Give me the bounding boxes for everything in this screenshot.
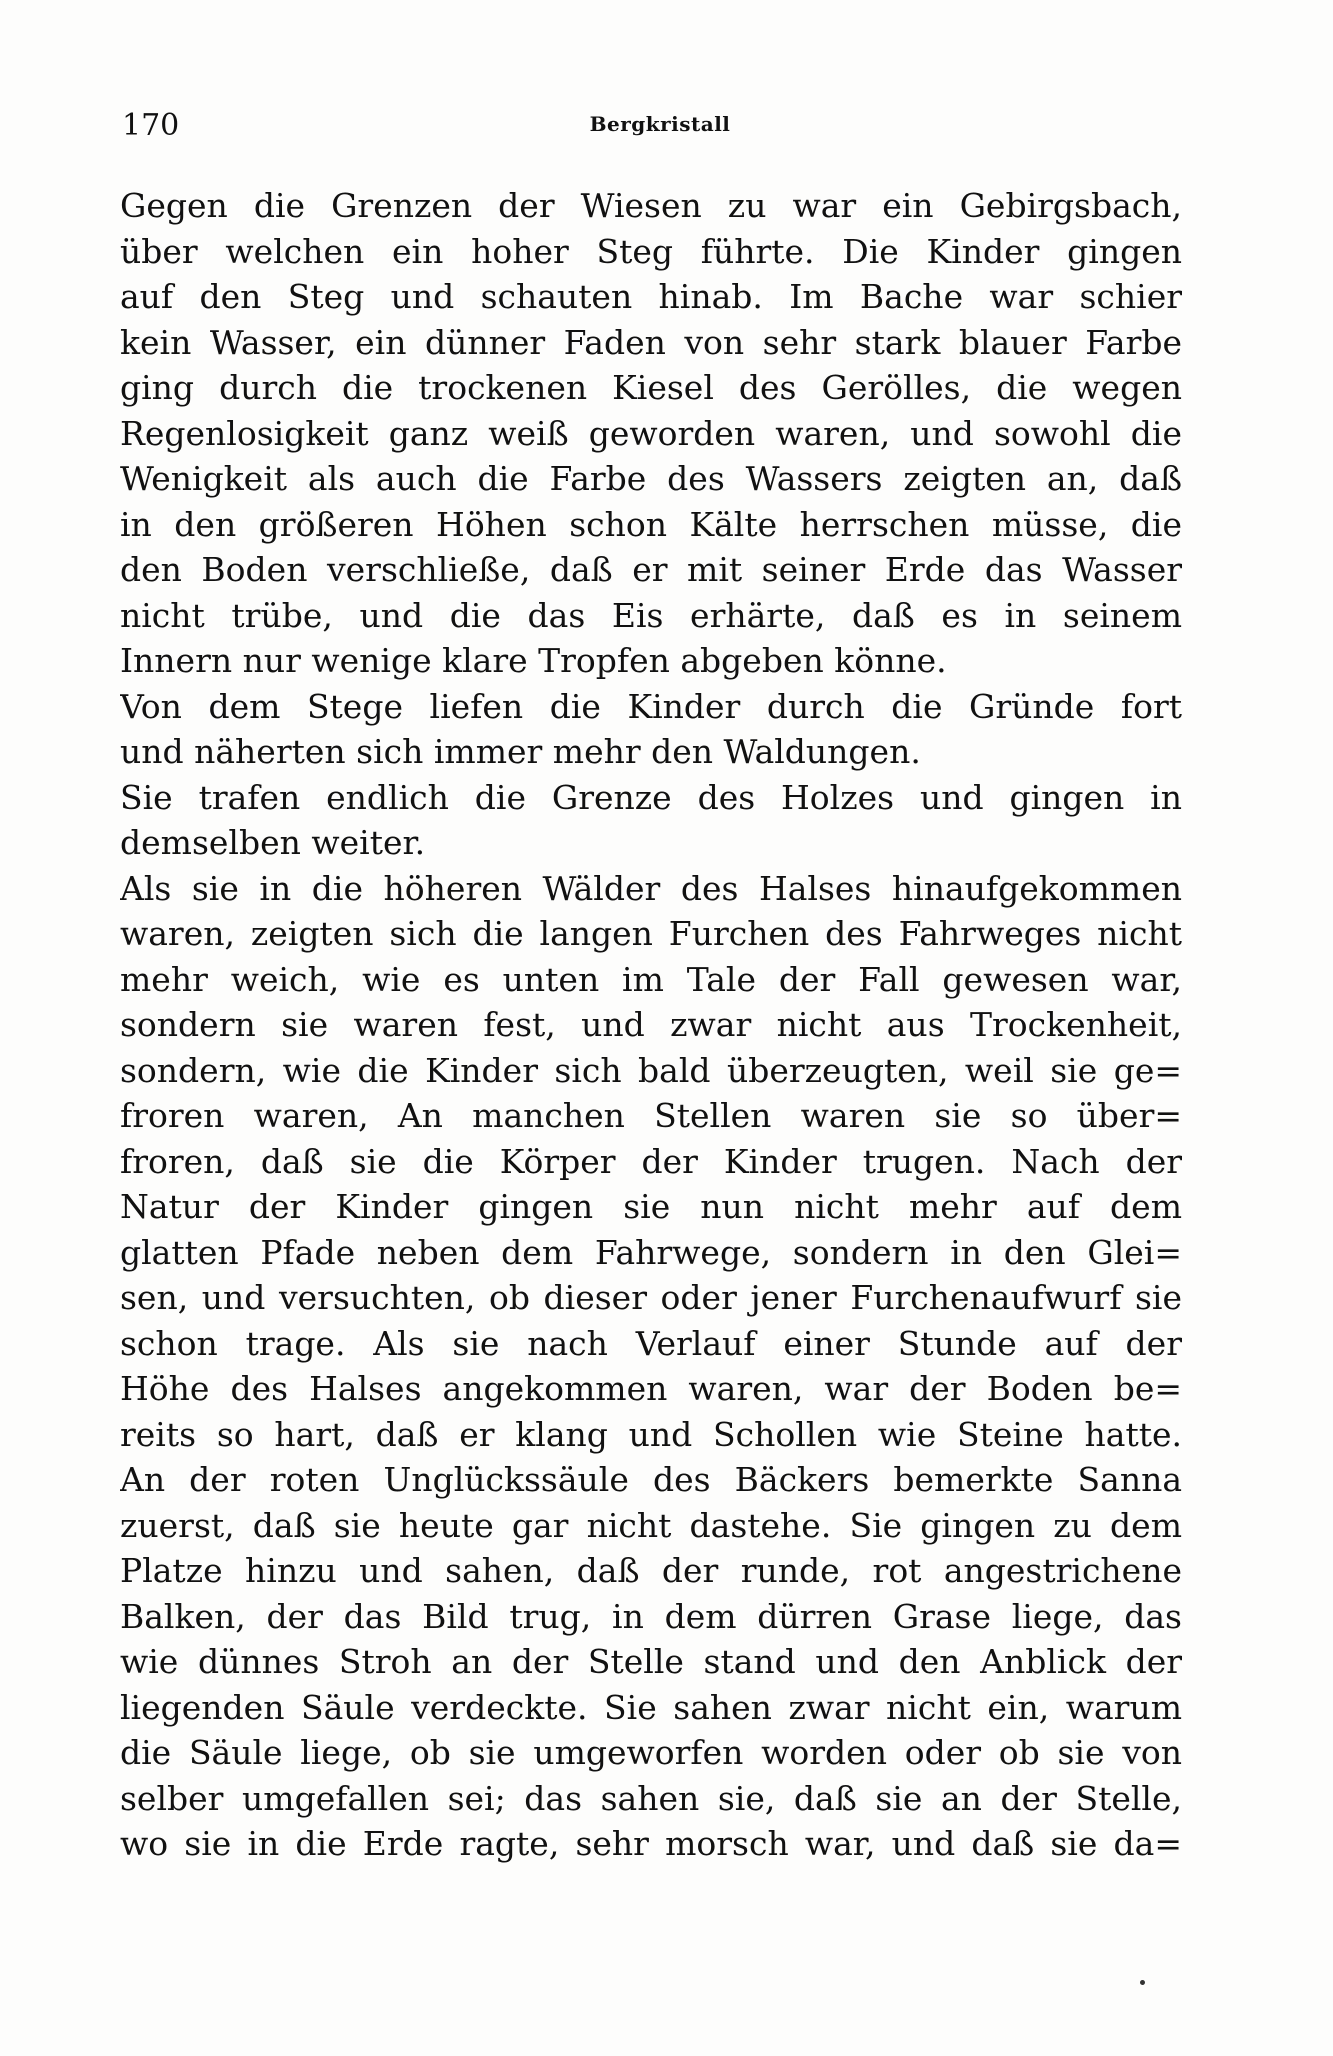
text-line: Balken, der das Bild trug, in dem dürren Grase liege, das	[120, 1596, 1182, 1636]
text-line: waren, zeigten sich die langen Furchen des Fahrweges nicht	[120, 914, 1182, 953]
text-line: froren waren, An manchen Stellen waren sie so über=	[120, 1096, 1182, 1135]
text-line: froren, daß sie die Körper der Kinder trugen. Nach der	[120, 1141, 1182, 1181]
text-line: sondern, wie die Kinder sich bald überzeugten, weil sie ge=	[120, 1050, 1182, 1090]
text-line: wie dünnes Stroh an der Stelle stand und den Anblick der	[120, 1642, 1182, 1681]
text-line: demselben weiter.	[120, 823, 426, 862]
text-line: Regenlosigkeit ganz weiß geworden waren, und sowohl die	[120, 413, 1182, 453]
text-line: schon trage. Als sie nach Verlauf einer Stunde auf der	[120, 1323, 1182, 1363]
text-line: reits so hart, daß er klang und Schollen wie Steine hatte.	[120, 1414, 1182, 1454]
text-line: nicht trübe, und die das Eis erhärte, daß es in seinem	[120, 595, 1182, 635]
text-line: ging durch die trockenen Kiesel des Gerölles, die wegen	[120, 368, 1182, 407]
text-line: und näherten sich immer mehr den Waldungen.	[120, 732, 921, 771]
text-line: Natur der Kinder gingen sie nun nicht mehr auf dem	[120, 1187, 1182, 1226]
text-line: kein Wasser, ein dünner Faden von sehr stark blauer Farbe	[120, 322, 1182, 362]
text-line: Als sie in die höheren Wälder des Halses hinaufgekommen	[120, 868, 1182, 908]
text-line: über welchen ein hoher Steg führte. Die Kinder gingen	[120, 231, 1182, 271]
text-line: glatten Pfade neben dem Fahrwege, sondern in den Glei=	[120, 1232, 1182, 1272]
text-line: Von dem Stege liefen die Kinder durch die Gründe fort	[120, 686, 1182, 726]
text-line: auf den Steg und schauten hinab. Im Bache war schier	[120, 277, 1182, 316]
body-text	[120, 183, 1182, 1867]
text-line: wo sie in die Erde ragte, sehr morsch war, und daß sie da=	[120, 1824, 1182, 1863]
text-line: sen, und versuchten, ob dieser oder jener Furchenaufwurf sie	[120, 1278, 1182, 1317]
text-line: den Boden verschließe, daß er mit seiner Erde das Wasser	[120, 550, 1182, 589]
text-line: Sie trafen endlich die Grenze des Holzes und gingen in	[120, 777, 1182, 817]
text-line: An der roten Unglückssäule des Bäckers bemerkte Sanna	[120, 1460, 1182, 1499]
text-line: liegenden Säule verdeckte. Sie sahen zwar nicht ein, warum	[120, 1687, 1182, 1727]
text-line: in den größeren Höhen schon Kälte herrschen müsse, die	[120, 504, 1182, 544]
text-line: Höhe des Halses angekommen waren, war der Boden be=	[120, 1369, 1182, 1408]
text-line: selber umgefallen sei; das sahen sie, daß sie an der Stelle,	[120, 1778, 1182, 1818]
text-line: zuerst, daß sie heute gar nicht dastehe. Sie gingen zu dem	[120, 1505, 1182, 1545]
print-speck	[1140, 1980, 1145, 1985]
text-line: Gegen die Grenzen der Wiesen zu war ein Gebirgsbach,	[120, 186, 1182, 225]
text-line: sondern sie waren fest, und zwar nicht aus Trockenheit,	[120, 1005, 1182, 1044]
running-head: Bergkristall	[589, 112, 731, 136]
page-number: 170	[122, 108, 180, 143]
text-line: mehr weich, wie es unten im Tale der Fall gewesen war,	[120, 959, 1182, 999]
text-line: Innern nur wenige klare Tropfen abgeben könne.	[120, 641, 947, 680]
text-line: Wenigkeit als auch die Farbe des Wassers zeigten an, daß	[120, 459, 1182, 498]
text-line: die Säule liege, ob sie umgeworfen worden oder ob sie von	[120, 1733, 1182, 1772]
text-line: Platze hinzu und sahen, daß der runde, rot angestrichene	[120, 1551, 1182, 1590]
